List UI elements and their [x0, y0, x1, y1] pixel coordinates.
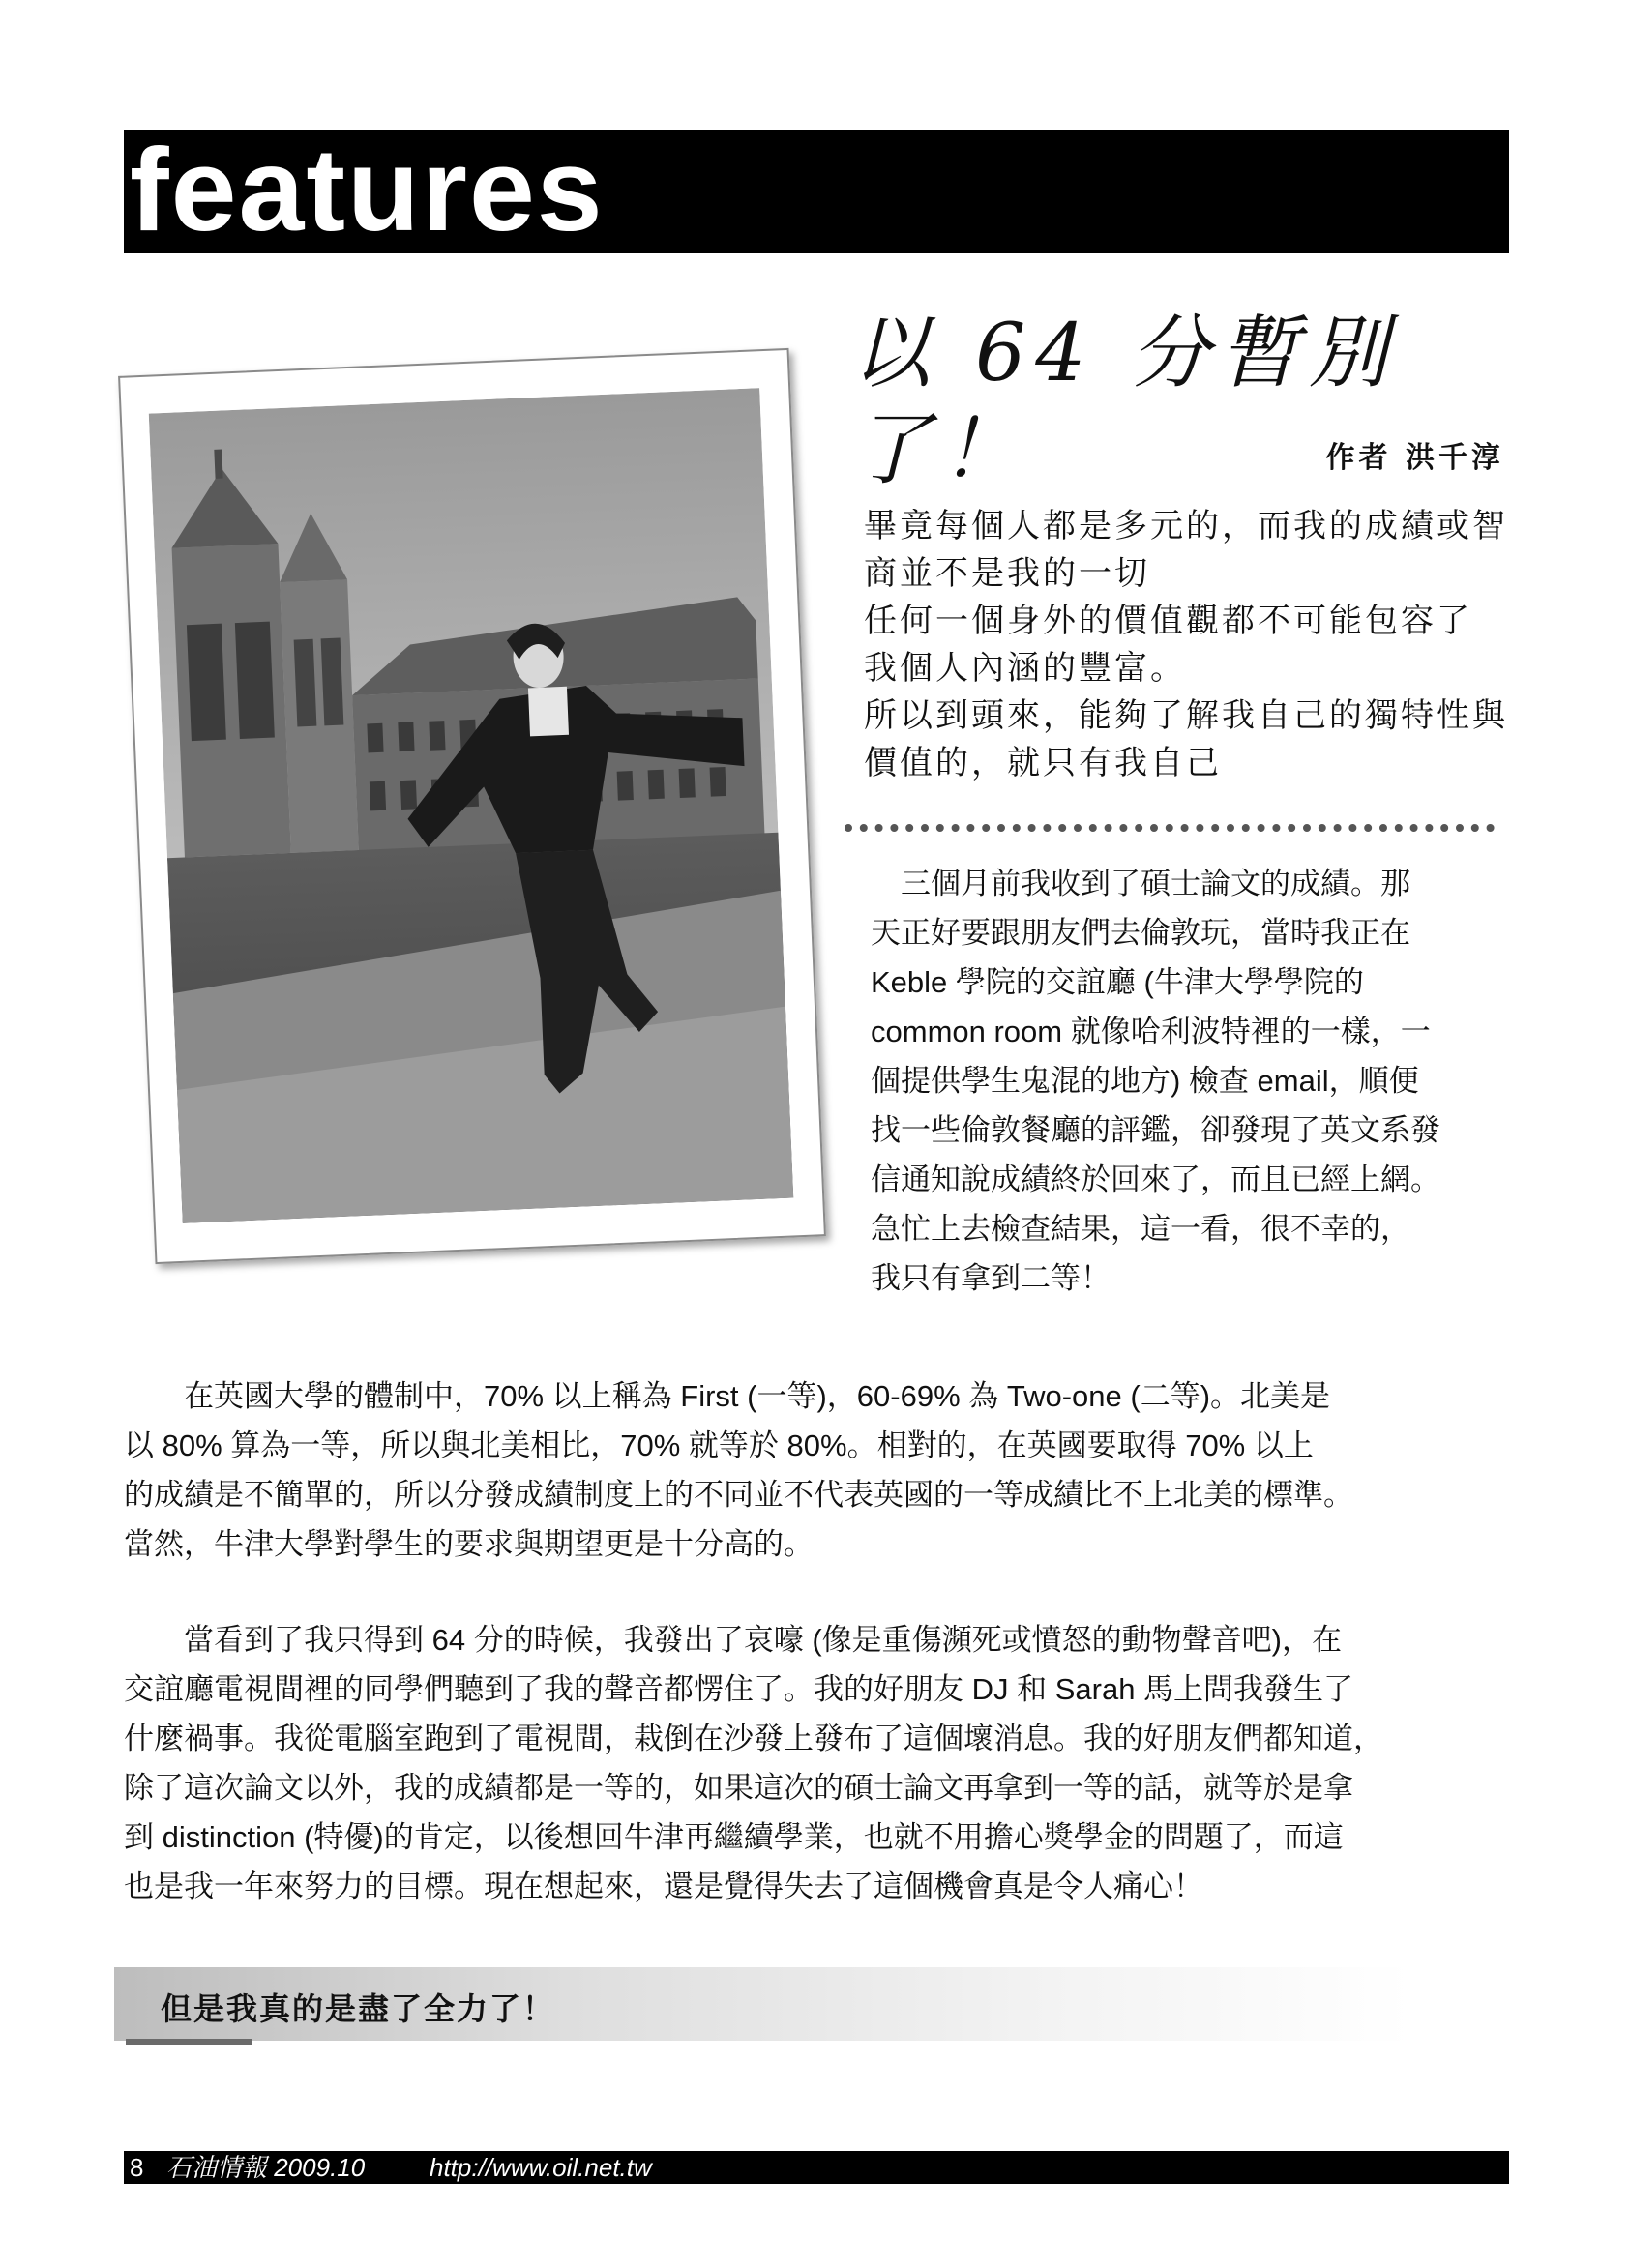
- text-line: 我只有拿到二等！: [871, 1261, 1111, 1295]
- text-line: 也是我一年來努力的目標。現在想起來，還是覺得失去了這個機會真是令人痛心！: [124, 1870, 1203, 1903]
- article-photo: [118, 348, 826, 1264]
- text-line: common room 就像哈利波特裡的一樣，一: [871, 1015, 1431, 1048]
- article-title: 以 64 分暫別了！: [851, 308, 1398, 496]
- text-line: 以 80% 算為一等，所以與北美相比，70% 就等於 80%。相對的，在英國要取得 70% 以上: [124, 1429, 1314, 1462]
- text-line: 除了這次論文以外，我的成績都是一等的，如果這次的碩士論文再拿到一等的話，就等於是拿: [124, 1771, 1353, 1805]
- text-line: 的成績是不簡單的，所以分發成績制度上的不同並不代表英國的一等成績比不上北美的標準。: [124, 1478, 1353, 1512]
- pull-quote-line: 我個人內涵的豐富。: [864, 649, 1186, 688]
- text-line: 天正好要跟朋友們去倫敦玩，當時我正在: [871, 916, 1410, 950]
- publication-url: http://www.oil.net.tw: [430, 2153, 652, 2182]
- text-line: 在英國大學的體制中，70% 以上稱為 First (一等)，60-69% 為 Two-one (二等)。北美是: [124, 1379, 1331, 1413]
- text-line: 信通知說成績終於回來了，而且已經上網。: [871, 1163, 1440, 1196]
- section-header-bar: [124, 124, 1509, 255]
- text-line: 當看到了我只得到 64 分的時候，我發出了哀嚎 (像是重傷瀕死或憤怒的動物聲音吧)，在: [124, 1623, 1342, 1657]
- subheading-underline: [126, 2039, 252, 2045]
- text-line: 到 distinction (特優)的肯定，以後想回牛津再繼續學業，也就不用擔心獎學金的問題了，而這: [124, 1820, 1344, 1854]
- text-line: 三個月前我收到了碩士論文的成績。那: [871, 867, 1410, 900]
- text-line: 個提供學生鬼混的地方) 檢查 email，順便: [871, 1064, 1419, 1098]
- pull-quote-line: 畢竟每個人都是多元的，而我的成績或智: [864, 507, 1508, 545]
- text-line: Keble 學院的交誼廳 (牛津大學學院的: [871, 965, 1364, 999]
- text-line: 找一些倫敦餐廳的評鑑，卻發現了英文系發: [871, 1113, 1440, 1147]
- subheading-band: [114, 1967, 1410, 2041]
- text-line: 交誼廳電視間裡的同學們聽到了我的聲音都愣住了。我的好朋友 DJ 和 Sarah 馬上問我發生了: [124, 1672, 1354, 1706]
- body-paragraph-reaction: [124, 1615, 1507, 1911]
- page-footer: [124, 2151, 1509, 2184]
- page-number: 8: [130, 2153, 144, 2182]
- side-paragraph: [871, 859, 1509, 1303]
- text-line: 急忙上去檢查結果，這一看，很不幸的，: [871, 1212, 1410, 1246]
- pull-quote-line: 商並不是我的一切: [864, 554, 1150, 593]
- text-line: 什麼禍事。我從電腦室跑到了電視間，栽倒在沙發上發布了這個壞消息。我的好朋友們都知道，: [124, 1722, 1383, 1755]
- pull-quote-line: 所以到頭來，能夠了解我自己的獨特性與: [864, 696, 1508, 735]
- body-paragraph-grading: [124, 1371, 1507, 1569]
- publication-name: 石油情報 2009.10: [166, 2153, 366, 2182]
- subheading: 但是我真的是盡了全力了！: [161, 1990, 556, 2027]
- dotted-divider: [845, 824, 1495, 832]
- article-author: 作者 洪千淳: [1325, 441, 1504, 475]
- text-line: 當然，牛津大學對學生的要求與期望更是十分高的。: [124, 1527, 814, 1561]
- pull-quote: [864, 503, 1512, 787]
- photo-illustration: [149, 388, 794, 1223]
- section-title: features: [130, 124, 605, 255]
- pull-quote-line: 任何一個身外的價值觀都不可能包容了: [864, 602, 1472, 640]
- pull-quote-line: 價值的，就只有我自己: [864, 744, 1222, 782]
